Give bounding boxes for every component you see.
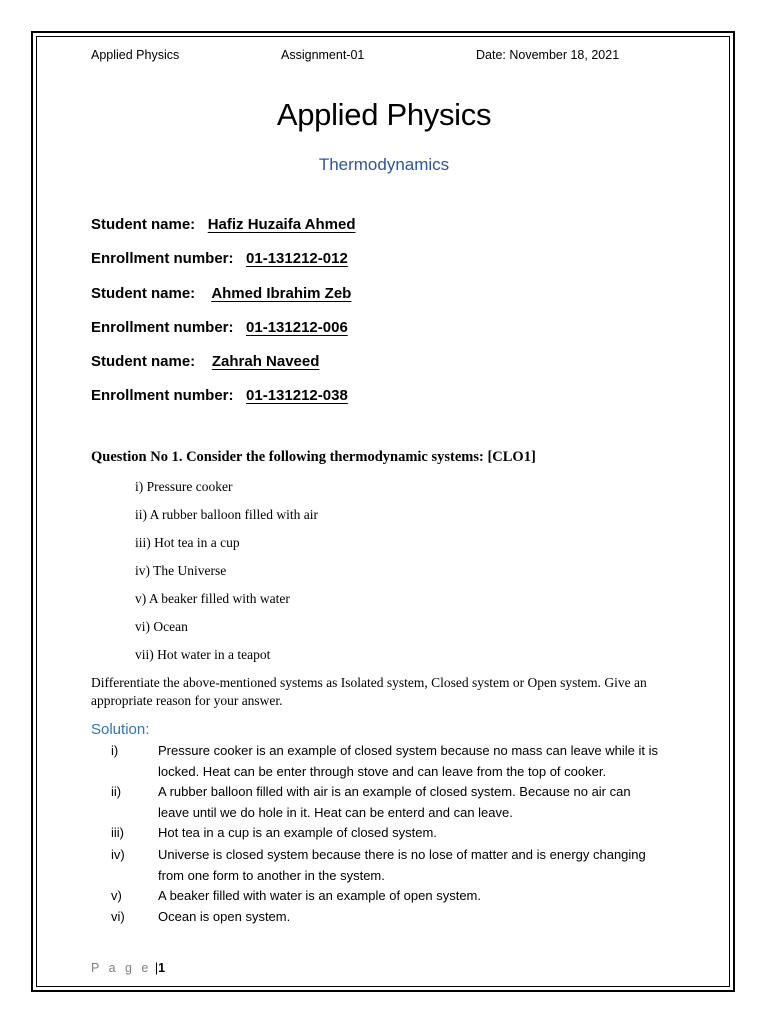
enrollment-value: 01-131212-038: [246, 387, 348, 404]
solution-number: vi): [111, 909, 125, 924]
student-name-label: Student name:: [91, 285, 196, 302]
enrollment-label: Enrollment number:: [91, 250, 234, 267]
option-item: vii) Hot water in a teapot: [135, 647, 271, 662]
enrollment-value: 01-131212-012: [246, 250, 348, 267]
student-2-enrollment: [91, 319, 348, 336]
student-name-label: Student name:: [91, 216, 196, 233]
solution-number: i): [111, 743, 119, 758]
option-item: i) Pressure cooker: [135, 479, 233, 494]
option-item: iii) Hot tea in a cup: [135, 535, 240, 550]
solution-heading: Solution:: [91, 721, 150, 738]
student-1-enrollment: [91, 250, 348, 267]
solution-line: locked. Heat can be enter through stove and can leave from the top of cooker.: [158, 764, 607, 779]
student-3-enrollment: [91, 387, 348, 404]
option-item: ii) A rubber balloon filled with air: [135, 507, 318, 522]
header-date: Date: November 18, 2021: [476, 48, 620, 62]
enrollment-label: Enrollment number:: [91, 319, 234, 336]
solution-line: from one form to another in the system.: [158, 868, 385, 883]
student-name-value: Hafiz Huzaifa Ahmed: [207, 216, 356, 233]
question-heading: Question No 1. Consider the following thermodynamic systems: [CLO1]: [91, 449, 536, 465]
student-3-name: [91, 353, 319, 370]
page-title: Applied Physics: [276, 97, 492, 132]
solution-line: Pressure cooker is an example of closed system because no mass can leave while it is: [158, 743, 659, 758]
solution-line: Universe is closed system because there is no lose of matter and is energy changing: [158, 847, 646, 862]
enrollment-value: 01-131212-006: [246, 319, 348, 336]
solution-line: A rubber balloon filled with air is an example of closed system. Because no air can: [158, 784, 631, 799]
page-subtitle: Thermodynamics: [318, 155, 450, 174]
solution-line: Hot tea in a cup is an example of closed system.: [158, 825, 437, 840]
page-footer: [91, 961, 165, 975]
solution-number: iv): [111, 847, 125, 862]
solution-number: iii): [111, 825, 124, 840]
student-name-label: Student name:: [91, 353, 196, 370]
solution-number: v): [111, 888, 122, 903]
student-1-name: [91, 216, 356, 233]
option-item: v) A beaker filled with water: [135, 591, 290, 606]
page-number: 1: [158, 961, 166, 975]
student-name-value: Zahrah Naveed: [211, 353, 320, 370]
student-2-name: [91, 285, 351, 302]
student-name-value: Ahmed Ibrahim Zeb: [211, 285, 352, 302]
option-item: iv) The Universe: [135, 563, 227, 578]
question-instruction: Differentiate the above-mentioned systems as Isolated system, Closed system or Open system. Give an appropriate reason for your answer.: [91, 675, 647, 708]
solution-line: A beaker filled with water is an example of open system.: [158, 888, 481, 903]
solution-line: leave until we do hole in it. Heat can be enterd and can leave.: [158, 805, 513, 820]
solution-number: ii): [111, 784, 122, 799]
option-item: vi) Ocean: [135, 619, 188, 634]
page-label: P a g e: [91, 961, 152, 975]
page-separator: |: [154, 961, 159, 975]
solution-line: Ocean is open system.: [158, 909, 291, 924]
enrollment-label: Enrollment number:: [91, 387, 234, 404]
header-center: Assignment-01: [281, 48, 365, 62]
header-left: Applied Physics: [91, 48, 180, 62]
